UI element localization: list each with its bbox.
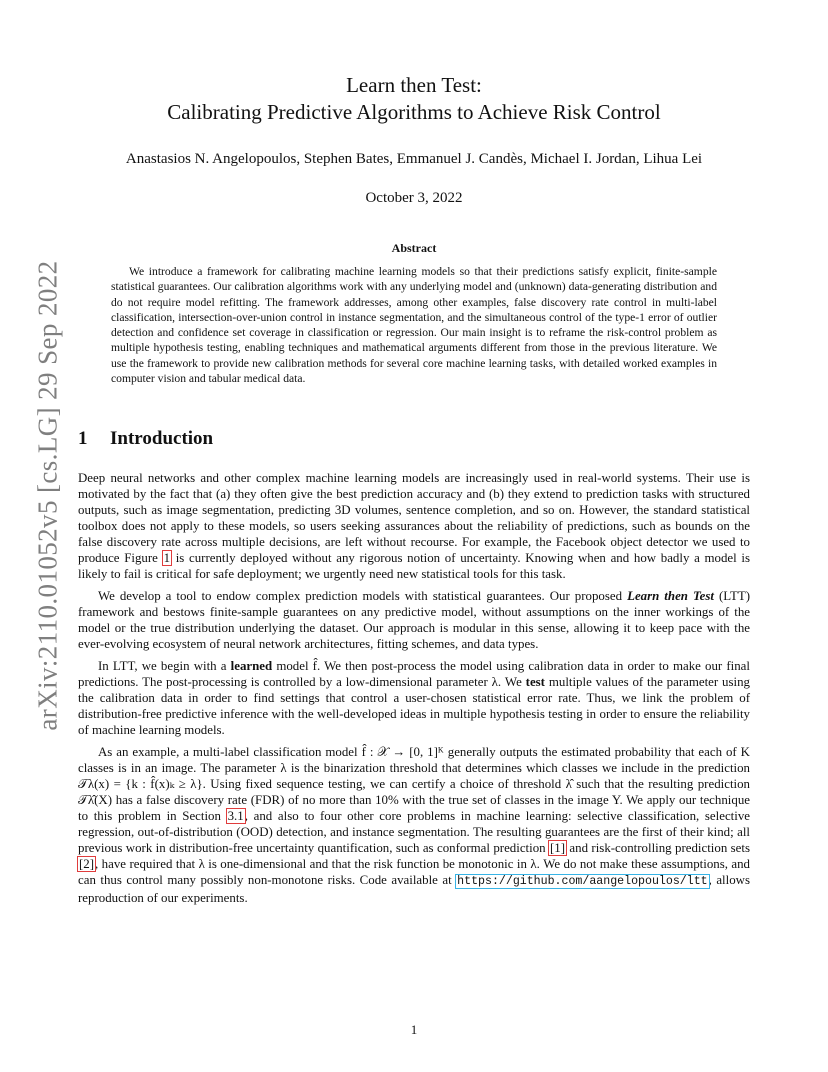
text-span: We develop a tool to endow complex prediction models with statistical guarantees. Our proposed [98,589,628,603]
section-heading [78,428,213,450]
paragraph-4 [78,744,750,906]
publication-date: October 3, 2022 [365,190,463,206]
paragraph-2 [78,588,750,652]
section-body [78,470,750,912]
text-span: multiple values of the parameter using the calibration data in order to find settings that control a user-chosen statistical error rate. Thus, we link the problem of distribution-free predictive inference with the well-developed ideas in multiple hypothesis testing in order to ensure the reliability of machine learning models. [78,675,750,737]
paragraph-3 [78,658,750,738]
text-span: , and also to four other core problems in machine learning: selective classification, selective regression, out-of-distribution (OOD) detection, and instance segmentation. The resulting guarantees are the first of their kind; all previous work in distribution-free uncertainty quantification, such as conformal prediction [78,809,750,855]
figure-ref-link[interactable]: 1 [163,551,171,565]
title-line-1: Learn then Test: [346,73,482,97]
text-span: model f̂. We then post-process the model using calibration data in order to make our final predictions. The post-processing is controlled by a low-dimensional parameter λ. We [78,659,750,689]
emphasis-test: test [525,675,545,689]
text-span: As an example, a multi-label classification model f̂ : 𝒳 → [0, 1]ᴷ generally outputs the estimated probability that each of K classes is in an image. The parameter λ is the binarization threshold that determines which classes we include in the prediction 𝒯λ(x) = {k : f̂(x)ₖ ≥ λ}. Using fixed sequence testing, we can certify a choice of threshold λ̂ such that the resulting prediction 𝒯λ̂(X) has a false discovery rate (FDR) of no more than 10% with the true set of classes in the image Y. We apply our technique to this problem in Section [78,745,750,823]
section-title: Introduction [110,428,214,449]
text-span: , have required that λ is one-dimensional and that the risk function be monotonic in λ. We do not make these assumptions, and can thus control many possibly non-monotone risks. Code available at [78,857,750,887]
section-ref-link[interactable]: 3.1 [227,809,244,823]
emphasis-learned: learned [230,659,273,673]
text-span: Deep neural networks and other complex machine learning models are increasingly used in real-world systems. Their use is motivated by the fact that (a) they often give the best prediction accuracy and (b) they extend to prediction tasks with structured outputs, such as image segmentation, predicting 3D volumes, sentence completion, and so on. However, the standard statistical toolbox does not apply to these models, so users seeking assurances about the reliability of predictions, such as bounds on the false discovery rate across multiple decisions, are left without recourse. For example, the Facebook object detector we used to produce Figure [78,471,750,565]
paragraph-1 [78,470,750,582]
text-span: In LTT, we begin with a [98,659,231,673]
citation-link[interactable]: [1] [550,841,566,855]
arxiv-identifier: arXiv:2110.01052v5 [cs.LG] 29 Sep 2022 [32,260,63,731]
paper-title [78,72,750,126]
abstract-text: We introduce a framework for calibrating machine learning models so that their predictions satisfy explicit, finite-sample statistical guarantees. Our calibration algorithms work with any underlying model and (unknown) data-generating distribution and do not require model refitting. The framework addresses, among other examples, false discovery rate control in multi-label classification, intersection-over-union control in instance segmentation, and the simultaneous control of the type-1 error of outlier detection and confidence set coverage in classification or regression. Our main insight is to reframe the risk-control problem as multiple hypothesis testing, enabling techniques and mathematical arguments different from those in the previous literature. We use the framework to provide new calibration methods for several core machine learning tasks, with detailed worked examples in computer vision and tabular medical data. [111,265,717,386]
section-number: 1 [78,428,88,449]
text-span: , allows reproduction of our experiments. [78,873,750,905]
text-span: is currently deployed without any rigorous notion of uncertainty. Knowing when and how badly a model is likely to fail is critical for safe deployment; we urgently need new statistical tools for this task. [78,551,750,581]
text-span: (LTT) framework and bestows finite-sample guarantees on any predictive model, without assumptions on the inner workings of the model or the true distribution underlying the dataset. Our approach is modular in this sense, allowing it to keep pace with the ever-evolving ecosystem of neural network architectures, fitting schemes, and data types. [78,589,751,651]
framework-name: Learn then Test [627,589,714,603]
page-number: 1 [410,1022,418,1037]
text-span: and risk-controlling prediction sets [566,841,751,855]
abstract-heading: Abstract [391,241,437,255]
code-url-link[interactable]: https://github.com/aangelopoulos/ltt [457,875,708,888]
author-list: Anastasios N. Angelopoulos, Stephen Bates, Emmanuel J. Candès, Michael I. Jordan, Lihua Lei [125,151,703,167]
title-line-2: Calibrating Predictive Algorithms to Achieve Risk Control [167,100,661,124]
citation-link[interactable]: [2] [79,857,95,871]
